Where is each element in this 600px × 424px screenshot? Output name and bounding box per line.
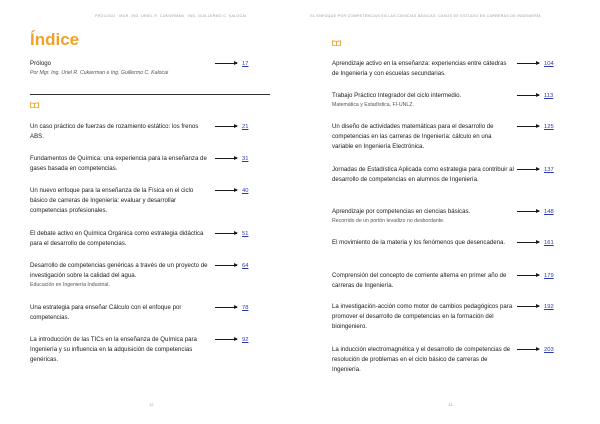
divider	[30, 94, 270, 95]
page-link[interactable]: 113	[544, 93, 554, 99]
entry-title: Fundamentos de Química: una experiencia para la enseñanza de gases basada en competencias.	[30, 155, 207, 172]
page-link[interactable]: 78	[242, 305, 249, 311]
arrow-right-icon	[215, 126, 237, 127]
page-number: 13	[448, 402, 453, 407]
entry-authors: Por Mgr. Ing. Uriel R. Cukierman e Ing. Guillermo C. Kalocai	[30, 70, 169, 76]
page-number: 12	[149, 402, 154, 407]
arrow-right-icon	[215, 158, 237, 159]
toc-entry[interactable]	[30, 122, 268, 142]
open-book-icon	[332, 40, 341, 46]
arrow-right-icon	[517, 126, 539, 127]
page-link[interactable]: 51	[242, 231, 249, 237]
page-title: Índice	[30, 30, 80, 49]
toc-entry[interactable]	[332, 271, 570, 291]
entry-title: Aprendizaje por competencias en ciencias básicas.	[332, 208, 471, 215]
entry-subtitle: Matemática y Estadística, FI-UNLZ.	[332, 102, 414, 108]
entry-title: La inducción electromagnética y el desarrollo de competencias de resolución de problemas en el ciclo básico de carreras de Ingeniería.	[332, 346, 511, 373]
entry-title: Prólogo	[30, 60, 52, 67]
entry-title: Un caso práctico de fuerzas de rozamiento estático: los frenos ABS.	[30, 123, 199, 140]
entry-title: Trabajo Práctico Integrador del ciclo intermedio.	[332, 92, 462, 99]
toc-entry[interactable]	[332, 238, 570, 248]
running-head: EL ENFOQUE POR COMPETENCIAS EN LAS CIENCIAS BÁSICAS: CASOS DE ESTUDIO EN CARRERAS DE INGENIERÍA	[310, 14, 541, 18]
entry-title: Desarrollo de competencias genéricas a través de un proyecto de investigación sobre la calidad del agua.	[30, 262, 208, 279]
toc-entry[interactable]	[332, 59, 570, 79]
arrow-right-icon	[215, 339, 237, 340]
page-link[interactable]: 104	[544, 61, 554, 67]
toc-entry[interactable]	[332, 302, 570, 332]
arrow-right-icon	[215, 265, 237, 266]
page-link[interactable]: 137	[544, 167, 554, 173]
toc-entry[interactable]	[332, 91, 570, 110]
entry-title: La investigación-acción como motor de cambios pedagógicos para promover el desarrollo de competencias en la formación del bioingeniero.	[332, 303, 513, 330]
entry-title: El movimiento de la materia y los fenómenos que desencadena.	[332, 239, 506, 246]
arrow-right-icon	[215, 233, 237, 234]
page-link[interactable]: 40	[242, 188, 249, 194]
toc-entry[interactable]	[30, 335, 268, 365]
entry-title: Comprensión del concepto de corriente alterna en primer año de carreras de Ingeniería.	[332, 272, 507, 289]
toc-entry-prologue[interactable]	[30, 59, 268, 78]
toc-entry[interactable]	[30, 229, 268, 249]
entry-title: El debate activo en Química Orgánica como estrategia didáctica para el desarrollo de competencias.	[30, 230, 204, 247]
page-link[interactable]: 125	[544, 124, 554, 130]
running-head: PRÓLOGO · MGR. ING. URIEL R. CUKIERMAN · ING. GUILLERMO C. KALOCAI	[95, 14, 247, 18]
toc-entry[interactable]	[332, 207, 570, 226]
toc-entry[interactable]	[332, 165, 570, 185]
entry-title: La introducción de las TICs en la enseñanza de Química para Ingeniería y su influencia en la adquisición de competencias genéricas.	[30, 336, 197, 363]
entry-title: Jornadas de Estadística Aplicada como estrategia para contribuir al desarrollo de competencias en alumnos de Ingeniería.	[332, 166, 514, 183]
entry-title: Un nuevo enfoque para la enseñanza de la Física en el ciclo básico de carreras de Ingeniería: evaluar y desarrollar competencias profesionales.	[30, 187, 194, 214]
arrow-right-icon	[517, 211, 539, 212]
arrow-right-icon	[215, 190, 237, 191]
arrow-right-icon	[517, 63, 539, 64]
page-link[interactable]: 161	[544, 240, 554, 246]
page-link[interactable]: 179	[544, 273, 554, 279]
toc-entry[interactable]	[30, 154, 268, 174]
page-link[interactable]: 203	[544, 347, 554, 353]
toc-entry[interactable]	[30, 261, 268, 290]
entry-title: Un diseño de actividades matemáticas para el desarrollo de competencias en las carreras de Ingeniería: cálculo en una variable en Ingeniería Electrónica.	[332, 123, 494, 150]
arrow-right-icon	[215, 63, 237, 64]
arrow-right-icon	[517, 306, 539, 307]
arrow-right-icon	[517, 169, 539, 170]
entry-title: Aprendizaje activo en la enseñanza: experiencias entre cátedras de Ingeniería y con escuelas secundarias.	[332, 60, 507, 77]
toc-entry[interactable]	[30, 186, 268, 216]
page-link[interactable]: 31	[242, 156, 249, 162]
arrow-right-icon	[517, 275, 539, 276]
right-page	[300, 0, 600, 424]
arrow-right-icon	[215, 307, 237, 308]
toc-entry[interactable]	[332, 122, 570, 152]
page-link[interactable]: 192	[544, 304, 554, 310]
arrow-right-icon	[517, 95, 539, 96]
page-link[interactable]: 21	[242, 124, 249, 130]
entry-title: Una estrategia para enseñar Cálculo con el enfoque por competencias.	[30, 304, 182, 321]
arrow-right-icon	[517, 349, 539, 350]
page-link[interactable]: 92	[242, 337, 249, 343]
entry-subtitle: Educación en Ingeniería Industrial.	[30, 282, 110, 288]
page-link[interactable]: 17	[242, 61, 249, 67]
entry-subtitle: Recorrido de un portón levadizo no desbordante.	[332, 218, 445, 224]
toc-entry[interactable]	[332, 345, 570, 375]
toc-entry[interactable]	[30, 303, 268, 323]
page-link[interactable]: 148	[544, 209, 554, 215]
open-book-icon	[30, 102, 39, 108]
arrow-right-icon	[517, 242, 539, 243]
page-link[interactable]: 64	[242, 263, 249, 269]
